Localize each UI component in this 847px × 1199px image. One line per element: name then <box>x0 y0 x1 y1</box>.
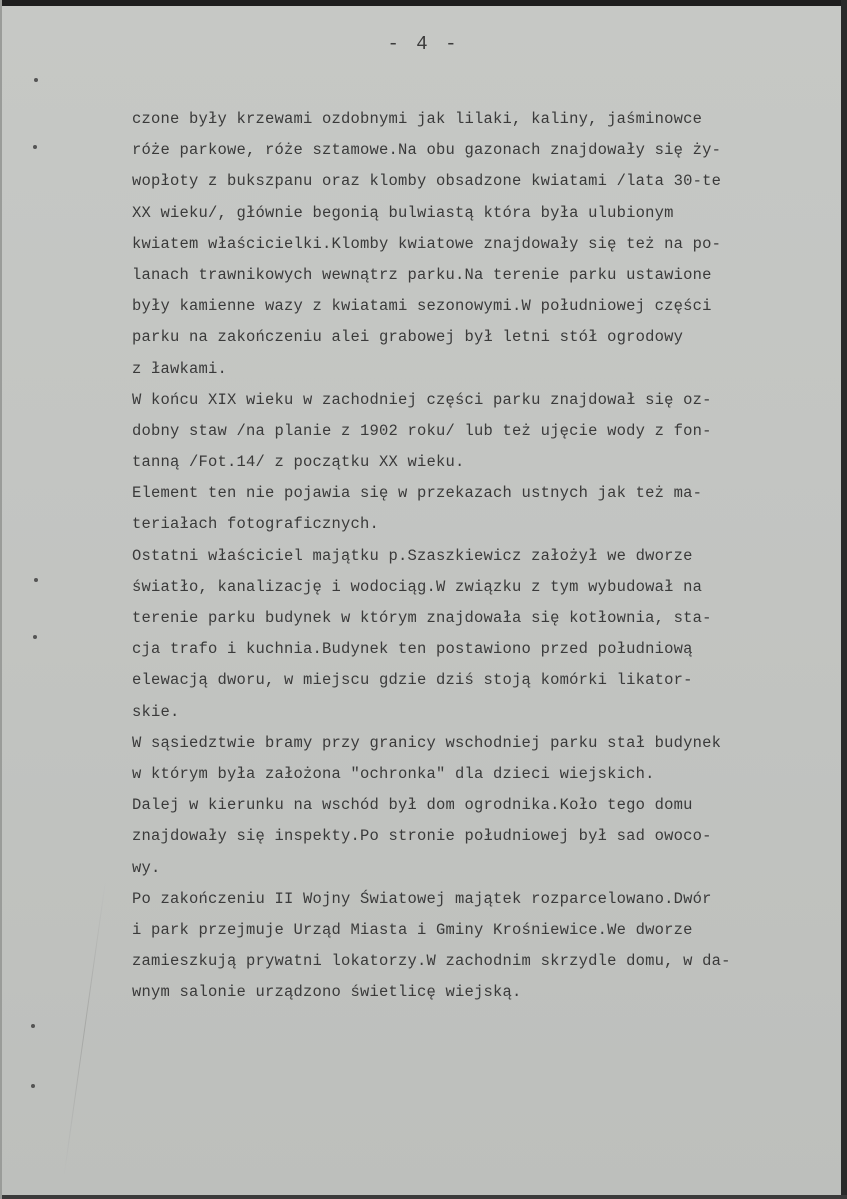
text-line: terenie parku budynek w którym znajdowała się kotłownia, sta- <box>132 609 712 627</box>
text-line: W końcu XIX wieku w zachodniej części parku znajdował się oz- <box>132 390 712 409</box>
text-line: Element ten nie pojawia się w przekazach ustnych jak też ma- <box>132 484 703 503</box>
text-line: skie. <box>132 702 180 721</box>
page-number: - 4 - <box>387 33 460 55</box>
text-line: Dalej w kierunku na wschód był dom ogrodnika.Koło tego domu <box>132 796 693 815</box>
text-line: czone były krzewami ozdobnymi jak lilaki, kaliny, jaśminowce <box>132 110 703 128</box>
text-line: w którym była założona "ochronka" dla dzieci wiejskich. <box>132 764 655 783</box>
text-line: i park przejmuje Urząd Miasta i Gminy Krośniewice.We dworze <box>132 920 693 939</box>
text-line: znajdowały się inspekty.Po stronie południowej był sad owoco- <box>132 827 712 846</box>
punch-mark <box>31 1024 35 1028</box>
text-line: dobny staw /na planie z 1902 roku/ lub też ujęcie wody z fon- <box>132 421 712 440</box>
text-line: wnym salonie urządzono świetlicę wiejską. <box>132 983 522 1002</box>
text-line: Po zakończeniu II Wojny Światowej majątek rozparcelowano.Dwór <box>132 889 712 908</box>
text-line: W sąsiedztwie bramy przy granicy wschodniej parku stał budynek <box>132 733 722 752</box>
text-line: tanną /Fot.14/ z początku XX wieku. <box>132 453 465 472</box>
paper-crease <box>63 881 106 1178</box>
scan-border-top <box>0 0 847 6</box>
text-line: zamieszkują prywatni lokatorzy.W zachodnim skrzydle domu, w da- <box>132 952 731 971</box>
punch-mark <box>33 635 37 639</box>
text-line: elewacją dworu, w miejscu gdzie dziś stoją komórki likator- <box>132 671 693 690</box>
typewritten-body <box>132 104 792 1008</box>
text-line: parku na zakończeniu alei grabowej był letni stół ogrodowy <box>132 328 684 347</box>
text-line: róże parkowe, róże sztamowe.Na obu gazonach znajdowały się ży- <box>132 141 722 160</box>
text-line: z ławkami. <box>132 359 228 378</box>
scan-border-left <box>0 0 2 1199</box>
text-line: teriałach fotograficznych. <box>132 515 380 534</box>
text-line: były kamienne wazy z kwiatami sezonowymi.W południowej części <box>132 297 712 316</box>
text-line: lanach trawnikowych wewnątrz parku.Na terenie parku ustawione <box>132 265 712 284</box>
text-line: XX wieku/, głównie begonią bulwiastą która była ulubionym <box>132 203 674 222</box>
text-line: wopłoty z bukszpanu oraz klomby obsadzone kwiatami /lata 30-te <box>132 172 722 191</box>
text-line: kwiatem właścicielki.Klomby kwiatowe znajdowały się też na po- <box>132 234 722 253</box>
text-line: Ostatni właściciel majątku p.Szaszkiewicz założył we dworze <box>132 546 693 565</box>
text-line: wy. <box>132 858 161 877</box>
punch-mark <box>31 1084 35 1088</box>
scan-border-right <box>841 0 847 1199</box>
punch-mark <box>34 78 38 82</box>
text-line: cja trafo i kuchnia.Budynek ten postawiono przed południową <box>132 640 693 659</box>
punch-mark <box>33 145 37 149</box>
scan-border-bottom <box>0 1195 847 1199</box>
text-line: światło, kanalizację i wodociąg.W związku z tym wybudował na <box>132 577 703 596</box>
punch-mark <box>34 578 38 582</box>
